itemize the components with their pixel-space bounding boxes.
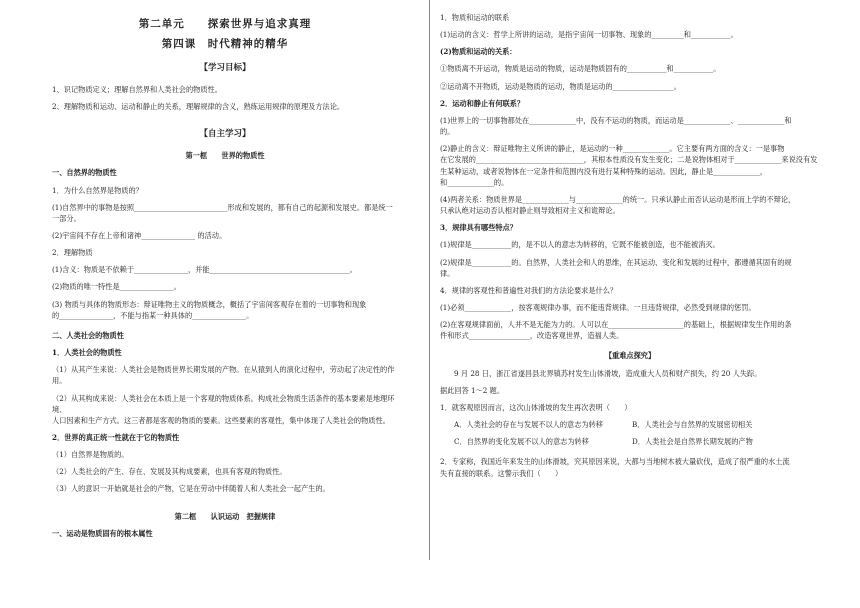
text-line: (1)运动的含义：哲学上所讲的运动，是指宇宙间一切事物、现象的_________和___________。 xyxy=(440,30,738,40)
goal-item: 1、识记物质定义；理解自然界和人类社会的物质性。 xyxy=(52,84,222,94)
text-line: (2)规律是___________的。自然界，人类社会和人的思维，在其运动、变化和发展的过程中，都遵循其固有的规 xyxy=(440,257,792,267)
text-line: 在它发展的______________________________，其根本性质没有发生变化；二是说物体相对于_____________来说没有发 xyxy=(440,155,818,165)
text-line: (2)在客观规律面前，人并不是无能为力的。人可以在_____________________的基础上，根据规律发生作用的条 xyxy=(440,320,792,330)
text-line: 和_____________的。 xyxy=(440,177,509,187)
right-column xyxy=(432,0,860,608)
section-heading: (2)物质和运动的关系： xyxy=(440,47,517,57)
option-b[interactable]: B．人类社会与自然界的发展密切相关 xyxy=(632,420,753,430)
case-text: 9 月 28 日，浙江省遂昌县北界镇苏村发生山体滑坡，造成重大人员和财产损失，约 20 人失踪。 xyxy=(454,368,762,378)
text-line: (1)世界上的一切事物都处在_____________中，没有不运动的物质，而运动是_____________、_____________和 xyxy=(440,115,792,125)
question-text: 2．专家称，我国近年来发生的山体滑坡，究其原因来说，大都与当地树木被大量砍伐，造成了很严重的水土流 xyxy=(440,457,790,467)
text-line: (2)宇宙间不存在上帝和诸神_______________ 的活动。 xyxy=(52,230,227,240)
text-line: (1)规律是___________的，是不以人的意志为转移的，它既不能被创造，也不能被消灭。 xyxy=(440,240,720,250)
section-heading: 3．规律具有哪些特点？ xyxy=(440,223,517,233)
text-line: (2)静止的含义：辩证唯物主义所讲的静止，是运动的一种_____________。它主要有两方面的含义：一是事物 xyxy=(440,144,785,154)
text-line: (2)物质的唯一特性是_______________。 xyxy=(52,282,181,292)
self-study-header: 【自主学习】 xyxy=(199,129,251,140)
text-line: （3）人的意识一开始就是社会的产物，它是在劳动中伴随着人和人类社会一起产生的。 xyxy=(52,484,330,494)
option-c[interactable]: C．自然界的变化发展不以人的意志为转移 xyxy=(454,437,589,447)
text-line: 4．规律的客观性和普遍性对我们的方法论要求是什么？ xyxy=(440,285,618,295)
text-line: 生某种运动，或者说物体在一定条件和范围内没有进行某种特殊的运动。因此，静止是_____________， xyxy=(440,166,768,176)
text-line: 律。 xyxy=(440,268,455,278)
text-line: 件和形式_________________，改造客观世界，造福人类。 xyxy=(440,331,624,341)
text-line: （2）人类社会的产生、存在、发展及其构成要素，也具有客观的物质性。 xyxy=(52,467,287,477)
text-line: (1)含义：物质是不依赖于_______________，并能_______________________________________。 xyxy=(52,265,357,275)
text-line: 1．物质和运动的联系 xyxy=(440,13,510,22)
question-text: 失有直接的联系。这警示我们（ ） xyxy=(440,468,563,478)
case-text: 据此回答 1～2 题。 xyxy=(440,385,505,395)
text-line: （1）自然界是物质的。 xyxy=(52,450,129,460)
question-line: 2．世界的真正统一性就在于它的物质性 xyxy=(52,433,180,442)
option-d[interactable]: D．人类社会是自然界长期发展的产物 xyxy=(632,437,753,447)
question-line: 1．为什么自然界是物质的？ xyxy=(52,185,143,195)
question-text: 1．就客观原因而言，这次山体滑坡的发生再次表明（ ） xyxy=(440,402,632,412)
goals-header: 【学习目标】 xyxy=(199,62,251,73)
question-line: 1．人类社会的物质性 xyxy=(52,348,122,358)
left-column xyxy=(0,0,428,608)
text-line: ①物质离不开运动，物质是运动的物质，运动是物质固有的___________和___________。 xyxy=(440,64,721,74)
text-line: (1)自然界中的事物是按照__________________________形成和发展的，都有自己的起源和发展史。都是统一 xyxy=(52,202,393,212)
section-heading: 一、运动是物质固有的根本属性 xyxy=(52,528,153,538)
text-line: (4)两者关系：物质世界是_____________与_____________的统一。只承认静止而否认运动是形而上学的不辩论， xyxy=(440,194,796,204)
section-heading: 二、人类社会的物质性 xyxy=(52,330,124,340)
frame2-title: 第二框 认识运动 把握规律 xyxy=(174,511,276,521)
text-line: 的_______________，不能与指某一种具体的_______________。 xyxy=(52,310,254,320)
option-row xyxy=(440,419,820,430)
text-line: 人口因素和生产方式。这三者都是客观的物质的要素。这些要素的客观性，集中体现了人类社会的物质性。 xyxy=(52,415,390,425)
frame1-title: 第一框 世界的物质性 xyxy=(185,151,265,161)
question-line: 2．理解物质 xyxy=(52,248,93,258)
text-line: (3) 物质与具体的物质形态：辩证唯物主义的物质概念，概括了宇宙间客观存在着的一切事物和现象 xyxy=(52,299,367,309)
text-line: 只承认绝对运动否认相对静止则导致相对主义和诡辩论。 xyxy=(440,206,620,216)
text-line: （2）从其构成来说：人类社会在本质上是一个客观的物质体系。构成社会物质生活条件的基本要素是地理环境、 xyxy=(52,393,395,414)
text-line: (1)必须_____________，按客观规律办事，而不能违背规律。一旦违背规律，必然受到规律的惩罚。 xyxy=(440,302,756,312)
text-line: （1）从其产生来说：人类社会是物质世界长期发展的产物。在从猿到人的演化过程中，劳动起了决定性的作用。 xyxy=(52,365,395,386)
text-line: ②运动离不开物质，运动是物质的运动，物质是运动的_________________。 xyxy=(440,81,681,91)
option-a[interactable]: A．人类社会的存在与发展不以人的意志为转移 xyxy=(454,420,603,430)
section-heading: 一、自然界的物质性 xyxy=(52,168,117,178)
text-line: 的。 xyxy=(440,127,455,137)
option-row xyxy=(440,436,820,447)
key-points-header: 【重难点探究】 xyxy=(604,351,656,361)
unit-title: 第二单元 探索世界与追求真理 xyxy=(138,18,312,30)
column-divider xyxy=(429,0,430,560)
section-heading: 2．运动和静止有何联系？ xyxy=(440,98,525,108)
text-line: 一部分。 xyxy=(52,213,81,223)
goal-item: 2、理解物质和运动、运动和静止的关系，理解规律的含义，熟练运用规律的原理及方法论。 xyxy=(52,101,345,111)
lesson-title: 第四课 时代精神的精华 xyxy=(161,38,289,51)
